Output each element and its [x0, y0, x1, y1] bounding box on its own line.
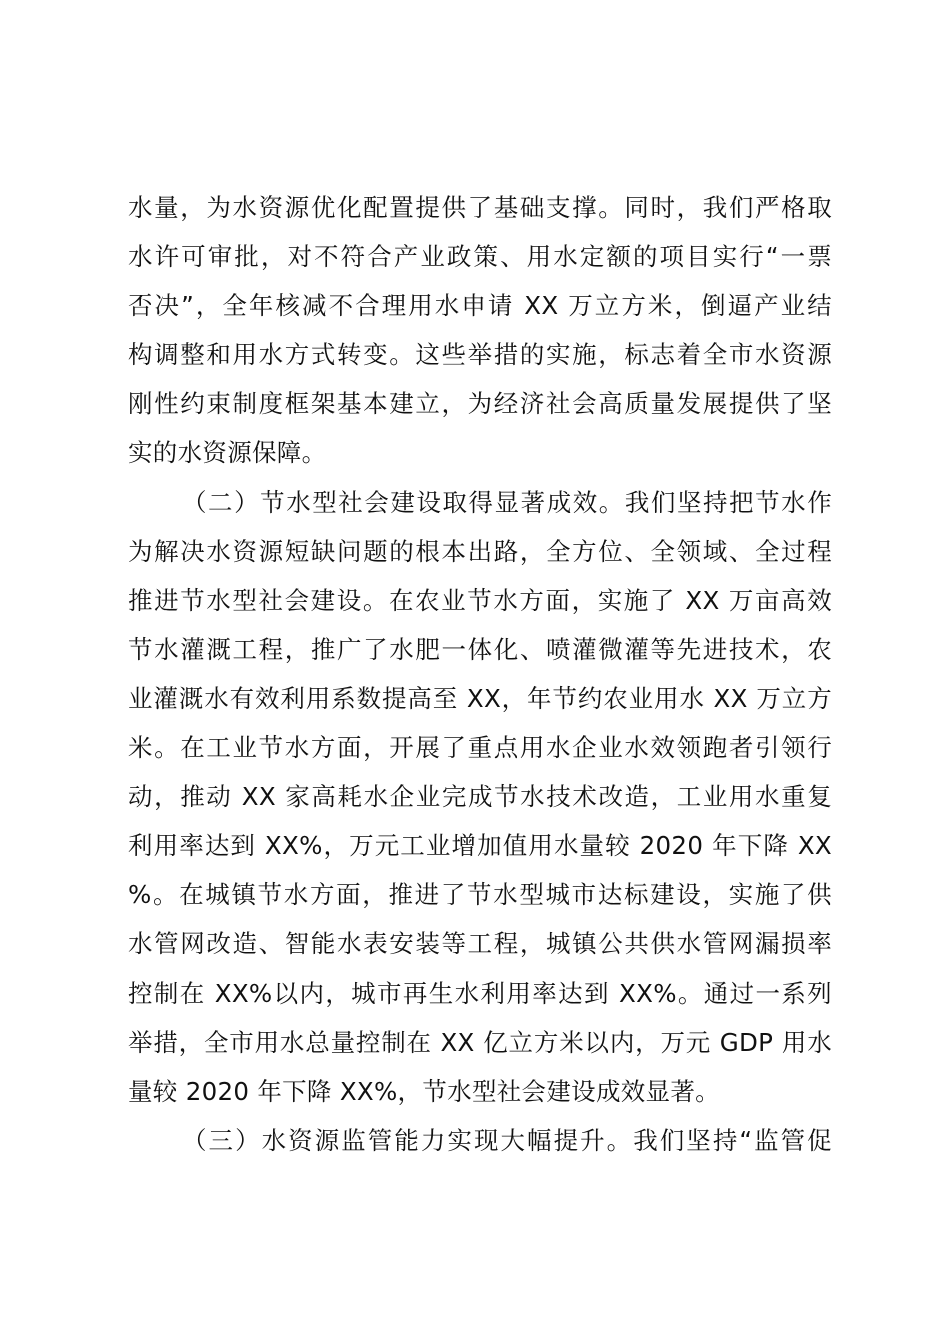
text-line: 举措，全市用水总量控制在 XX 亿立方米以内，万元 GDP 用水 [128, 1027, 832, 1057]
text-line: 量较 2020 年下降 XX%，节水型社会建设成效显著。 [128, 1076, 720, 1106]
text-line: 否决”，全年核减不合理用水申请 XX 万立方米，倒逼产业结 [128, 291, 832, 321]
text-line: 利用率达到 XX%，万元工业增加值用水量较 2020 年下降 XX [128, 831, 832, 861]
text-line: 控制在 XX%以内，城市再生水利用率达到 XX%。通过一系列 [128, 978, 832, 1008]
text-line: 水量，为水资源优化配置提供了基础支撑。同时，我们严格取 [128, 193, 832, 222]
text-line: %。在城镇节水方面，推进了节水型城市达标建设，实施了供 [128, 880, 832, 910]
text-line: 节水灌溉工程，推广了水肥一体化、喷灌微灌等先进技术，农 [128, 634, 832, 664]
text-line: 刚性约束制度框架基本建立，为经济社会高质量发展提供了坚 [128, 389, 832, 419]
section-heading-line: （三）水资源监管能力实现大幅提升。我们坚持“监管促 [182, 1125, 832, 1155]
body-text [128, 183, 832, 1165]
text-line: 水许可审批，对不符合产业政策、用水定额的项目实行“一票 [128, 242, 832, 272]
text-line: 推进节水型社会建设。在农业节水方面，实施了 XX 万亩高效 [128, 585, 832, 615]
text-line: 动，推动 XX 家高耗水企业完成节水技术改造，工业用水重复 [128, 782, 832, 812]
text-line: 为解决水资源短缺问题的根本出路，全方位、全领域、全过程 [128, 536, 832, 566]
text-line: 业灌溉水有效利用系数提高至 XX，年节约农业用水 XX 万立方 [128, 683, 832, 713]
text-line: 实的水资源保障。 [128, 438, 327, 468]
text-line: 米。在工业节水方面，开展了重点用水企业水效领跑者引领行 [128, 733, 832, 763]
text-line: 水管网改造、智能水表安装等工程，城镇公共供水管网漏损率 [128, 929, 832, 959]
text-line: 构调整和用水方式转变。这些举措的实施，标志着全市水资源 [128, 340, 832, 370]
section-heading-line: （二）节水型社会建设取得显著成效。我们坚持把节水作 [182, 487, 832, 517]
